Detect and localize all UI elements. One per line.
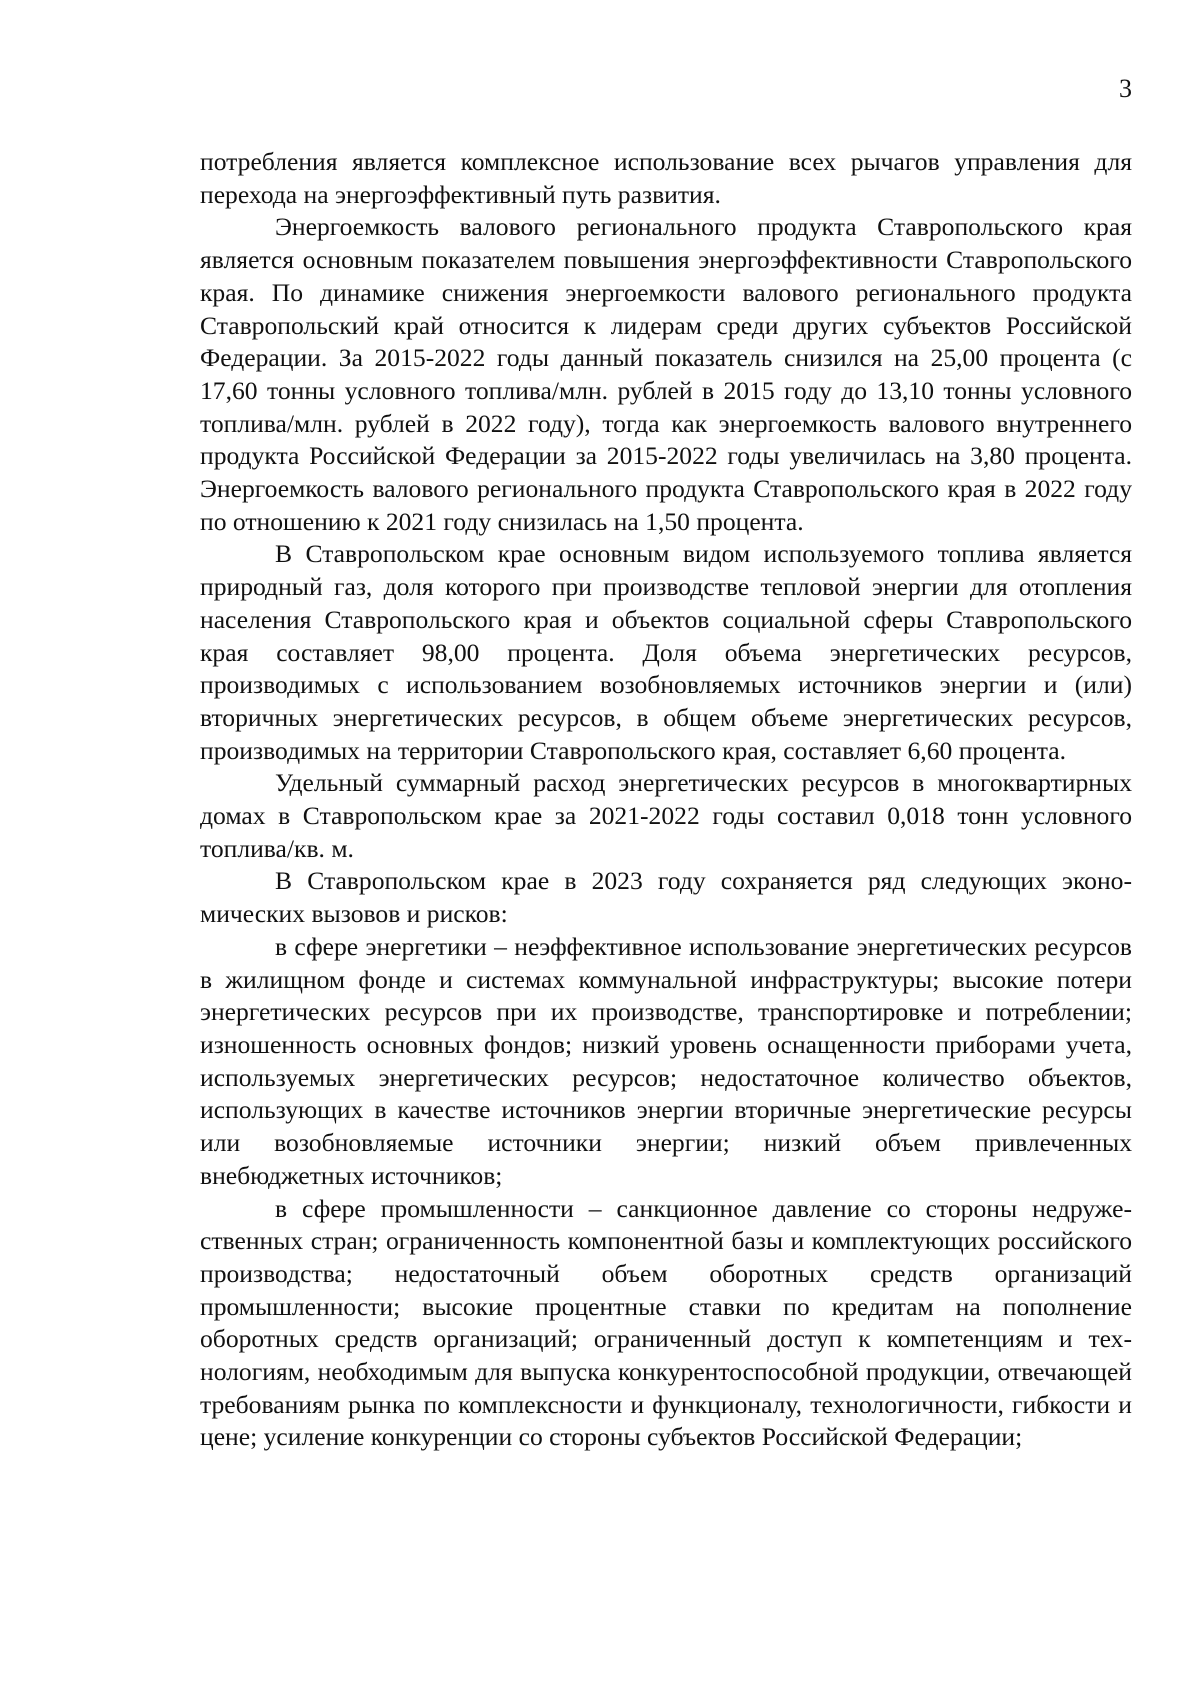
paragraph-4: Удельный суммарный расход энергетических ресурсов в многоквартирных домах в Ставропольском крае за 2021-2022 годы составил 0,018 тонн условного топлива/кв. м.: [200, 768, 1132, 863]
paragraph-3: В Ставропольском крае основным видом используемого топлива является природный газ, доля которого при производстве тепловой энергии для отопления населения Ставропольского края и объектов социальной сферы Ставропольского края составляет 98,00 процента. Доля объема энергетических ресурсов, производимых с использованием возобновляемых источников энергии и (или) вторичных энергетических ресурсов, в общем объеме энергетических ресурсов, производимых на территории Ставропольского края, составляет 6,60 процента.: [200, 539, 1132, 765]
page-number: 3: [1119, 74, 1132, 103]
document-body: [200, 146, 1132, 1454]
paragraph-5: В Ставропольском крае в 2023 году сохраняется ряд следующих экономических вызовов и рисков:: [200, 866, 1132, 929]
paragraph-2: Энергоемкость валового регионального продукта Ставропольского края является основным показателем повышения энергоэффективности Ставропольского края. По динамике снижения энергоемкости валового регионального продукта Ставропольский край относится к лидерам среди других субъектов Российской Федерации. За 2015-2022 годы данный показатель снизился на 25,00 процента (с 17,60 тонны условного топлива/млн. рублей в 2015 году до 13,10 тонны условного топлива/млн. рублей в 2022 году), тогда как энергоемкость валового внутреннего продукта Российской Федерации за 2015-2022 годы увеличилась на 3,80 процента. Энергоемкость валового регионального продукта Ставропольского края в 2022 году по отношению к 2021 году снизилась на 1,50 процента.: [200, 212, 1132, 536]
paragraph-1: потребления является комплексное использование всех рычагов управления для перехода на энергоэффективный путь развития.: [200, 147, 1132, 209]
paragraph-7: в сфере промышленности – санкционное давление со стороны недружественных стран; ограниченность компонентной базы и комплектующих российского производства; недостаточный объем оборотных средств организаций промышленности; высокие процентные ставки по кредитам на пополнение оборотных средств организаций; ограниченный доступ к компетенциям и технологиям, необходимым для выпуска конкурентоспособной продукции, отвечающей требованиям рынка по комплексности и функционалу, технологичности, гибкости и цене; усиление конкуренции со стороны субъектов Российской Федерации;: [200, 1193, 1132, 1452]
paragraph-6: в сфере энергетики – неэффективное использование энергетических ресурсов в жилищном фонде и системах коммунальной инфраструктуры; высокие потери энергетических ресурсов при их производстве, транспортировке и потреблении; изношенность основных фондов; низкий уровень оснащенности приборами учета, используемых энергетических ресурсов; недостаточное количество объектов, использующих в качестве источников энергии вторичные энергетические ресурсы или возобновляемые источники энергии; низкий объем привлеченных внебюджетных источников;: [200, 931, 1132, 1190]
